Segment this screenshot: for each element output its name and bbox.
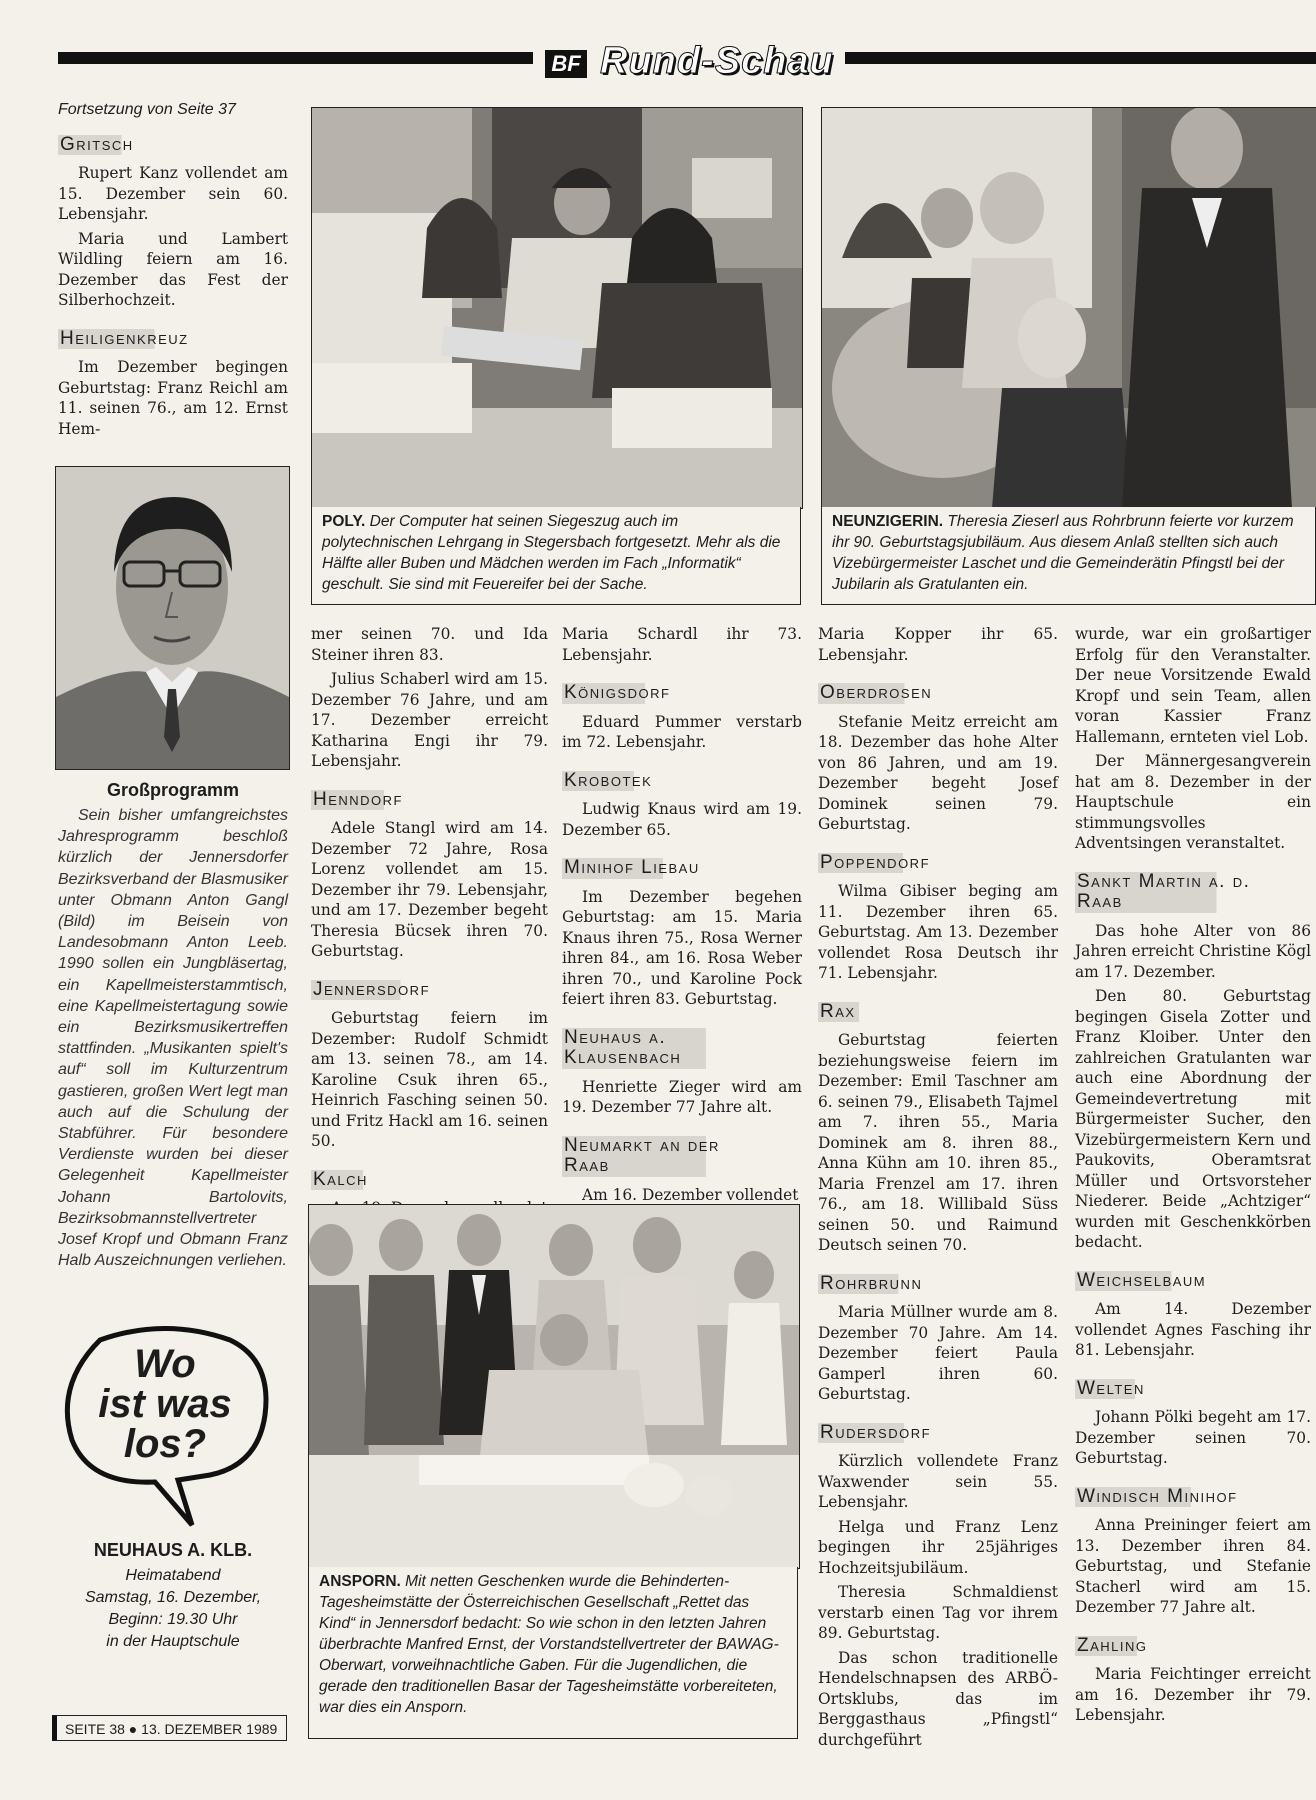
heading-windisch: Windisch Minihof bbox=[1075, 1487, 1268, 1508]
heading-krobotek: Krobotek bbox=[562, 771, 682, 792]
heading-rax: Rax bbox=[818, 1002, 886, 1023]
text-oberdrosen: Stefanie Meitz erreicht am 18. Dezember das hohe Alter von 86 Jahren, und am 19. Dezember begeht Josef Dominek seinen 79. Geburtstag. bbox=[818, 712, 1058, 833]
caption-neunzigerin bbox=[821, 507, 1316, 605]
text-henndorf: Adele Stangl wird am 14. Dezember 72 Jahre, Rosa Lorenz vollendet am 15. Dezember ihr 79. Lebensjahr, und am 17. Dezember begeht Theresia Bücsek ihren 70. Geburtstag. bbox=[311, 819, 548, 960]
column-1 bbox=[58, 100, 288, 443]
column-5 bbox=[1075, 624, 1311, 1730]
page-footer: SEITE 38 ● 13. DEZEMBER 1989 bbox=[52, 1715, 287, 1741]
text-rudersdorf-3: Theresia Schmaldienst verstarb einen Tag vor ihrem 89. Geburtstag. bbox=[818, 1583, 1058, 1642]
photo-ansporn bbox=[308, 1204, 800, 1569]
caption-ansporn-text: Mit netten Geschenken wurde die Behinderten-Tagesheimstätte der Österreichischen Gesellschaft „Rettet das Kind“ in Jennersdorf bedacht: So wie schon in den letzten Jahren überbrachte Manfred Ernst, der Vorstandstellvertreter der BAWAG-Oberwart, vorweihnachtliche Gaben. Für die Jugendlichen, die gerade den traditionellen Basar der Tagesheimstätte vorbereiteten, war dies ein Ansporn. bbox=[319, 1573, 779, 1716]
event-line-1: Heimatabend bbox=[125, 1567, 221, 1584]
heading-heiligenkreuz: Heiligenkreuz bbox=[58, 329, 219, 350]
bubble-line-2: ist was bbox=[98, 1382, 232, 1426]
heading-neumarkt: Neumarkt an der Raab bbox=[562, 1136, 802, 1177]
text-col4-cont: Maria Kopper ihr 65. Lebensjahr. bbox=[818, 625, 1058, 664]
column-3 bbox=[562, 624, 802, 1209]
caption-neunzigerin-lead: NEUNZIGERIN. bbox=[832, 513, 944, 530]
event-info bbox=[58, 1540, 288, 1653]
text-rudersdorf-2: Helga und Franz Lenz begingen ihr 25jähriges Hochzeitsjubiläum. bbox=[818, 1517, 1058, 1577]
heading-zahling: Zahling bbox=[1075, 1636, 1178, 1657]
text-windisch: Anna Preininger feiert am 13. Dezember ihren 84. Geburtstag, und Stefanie Stacherl wird am 15. Dezember 77 Jahre alt. bbox=[1075, 1516, 1311, 1616]
heading-koenigsdorf: Königsdorf bbox=[562, 683, 700, 704]
header-rule-right bbox=[845, 52, 1316, 64]
text-col2-2: Julius Schaberl wird am 15. Dezember 76 Jahre, und am 17. Dezember erreicht Katharina Engi ihr 79. Lebensjahr. bbox=[311, 670, 548, 770]
heading-welten: Welten bbox=[1075, 1379, 1175, 1400]
text-rudersdorf-1: Kürzlich vollendete Franz Waxwender sein 55. Lebensjahr. bbox=[818, 1452, 1058, 1511]
text-heiligenkreuz: Im Dezember begingen Geburtstag: Franz Reichl am 11. seinen 76., am 12. Ernst Hem- bbox=[58, 358, 288, 438]
heading-rudersdorf: Rudersdorf bbox=[818, 1423, 961, 1444]
heading-jennersdorf: Jennersdorf bbox=[311, 980, 460, 1001]
event-bubble bbox=[60, 1325, 270, 1530]
caption-poly-text: Der Computer hat seinen Siegeszug auch im polytechnischen Lehrgang in Stegersbach fortgesetzt. Mehr als die Hälfte aller Buben und Mädchen werden im Fach „Informatik“ geschult. Sie sind mit Feuereifer bei der Sache. bbox=[322, 513, 781, 593]
heading-neuhaus: Neuhaus a. Klausenbach bbox=[562, 1028, 802, 1069]
event-line-4: in der Hauptschule bbox=[106, 1633, 240, 1650]
caption-poly-lead: POLY. bbox=[322, 513, 366, 530]
text-jennersdorf: Geburtstag feiern im Dezember: Rudolf Schmidt am 13. seinen 78., am 14. Karoline Csuk ihren 65., Heinrich Fasching seinen 50. und Fritz Hackl am 16. seinen 50. bbox=[311, 1009, 548, 1150]
section-title: Rund-Schau bbox=[600, 40, 834, 82]
heading-gritsch: Gritsch bbox=[58, 135, 164, 156]
text-stmartin-1: Das hohe Alter von 86 Jahren erreicht Christine Kögl am 17. Dezember. bbox=[1075, 921, 1311, 981]
text-krobotek: Ludwig Knaus wird am 19. Dezember 65. bbox=[562, 800, 802, 839]
text-neuhaus: Henriette Zieger wird am 19. Dezember 77 Jahre alt. bbox=[562, 1077, 802, 1116]
bubble-line-1: Wo bbox=[134, 1342, 196, 1386]
heading-weichselbaum: Weichselbaum bbox=[1075, 1271, 1236, 1292]
heading-minihof: Minihof Liebau bbox=[562, 858, 730, 879]
text-poppendorf: Wilma Gibiser beging am 11. Dezember ihren 65. Geburtstag. Am 13. Dezember vollendet Rosa Deutsch ihr 71. Lebensjahr. bbox=[818, 882, 1058, 982]
text-col3-cont: Maria Schardl ihr 73. Lebensjahr. bbox=[562, 625, 802, 664]
text-gritsch-1: Rupert Kanz vollendet am 15. Dezember sein 60. Lebensjahr. bbox=[58, 164, 288, 223]
grossprogramm-article bbox=[58, 780, 288, 1271]
caption-neunzigerin-text: Theresia Zieserl aus Rohrbrunn feierte vor kurzem ihr 90. Geburtstagsjubiläum. Aus diesem Anlaß stellten sich auch Vizebürgermeister Laschet und die Gemeinderätin Pfingstl bei der Jubilarin als Gratulanten ein. bbox=[832, 513, 1294, 593]
continuation-note: Fortsetzung von Seite 37 bbox=[58, 101, 236, 118]
photo-neunzigerin bbox=[821, 107, 1316, 509]
caption-ansporn bbox=[308, 1567, 798, 1739]
text-koenigsdorf: Eduard Pummer verstarb im 72. Lebensjahr. bbox=[562, 712, 802, 751]
caption-poly bbox=[311, 507, 801, 605]
event-line-3: Beginn: 19.30 Uhr bbox=[108, 1611, 238, 1628]
heading-rohrbrunn: Rohrbrunn bbox=[818, 1274, 952, 1295]
text-gritsch-2: Maria und Lambert Wildling feiern am 16. Dezember das Fest der Silberhochzeit. bbox=[58, 229, 288, 309]
text-rohrbrunn: Maria Müllner wurde am 8. Dezember 70 Jahre. Am 14. Dezember feiert Paula Gamperl ihren 60. Geburtstag. bbox=[818, 1303, 1058, 1403]
header-rule-left bbox=[58, 52, 533, 64]
text-neumarkt: Am 16. Dezember vollendet bbox=[582, 1185, 799, 1204]
portrait-photo bbox=[55, 466, 290, 770]
text-welten: Johann Pölki begeht am 17. Dezember seinen 70. Geburtstag. bbox=[1075, 1408, 1311, 1467]
bubble-line-3: los? bbox=[123, 1422, 207, 1466]
text-col2-cont: mer seinen 70. und Ida Steiner ihren 83. bbox=[311, 625, 548, 664]
text-rax: Geburtstag feierten beziehungsweise feiern im Dezember: Emil Taschner am 6. seinen 79., Elisabeth Tajmel am 7. ihren 55., Maria Dominek am 8. ihren 88., Anna Kühn am 10. ihren 85., Maria Frenzel am 17. ihren 76., am 18. Willibald Süss seinen 50. und Raimund Deutsch seinen 70. bbox=[818, 1031, 1058, 1254]
event-title: NEUHAUS A. KLB. bbox=[93, 1540, 253, 1560]
heading-oberdrosen: Oberdrosen bbox=[818, 683, 962, 704]
text-col5-cont: wurde, war ein großartiger Erfolg für den Veranstalter. Der neue Vorsitzende Ewald Kropf und sein Team, allen voran Kassier Franz Hallemann, ernteten viel Lob. bbox=[1075, 625, 1311, 746]
heading-stmartin: Sankt Martin a. d. Raab bbox=[1075, 872, 1311, 913]
bf-logo: BF bbox=[545, 50, 587, 78]
heading-henndorf: Henndorf bbox=[311, 790, 433, 811]
text-minihof: Im Dezember begehen Geburtstag: am 15. Maria Knaus ihren 75., Rosa Werner ihren 84., am 16. Rosa Weber ihren 70., und Karoline Pock feiert ihren 83. Geburtstag. bbox=[562, 887, 802, 1008]
caption-ansporn-lead: ANSPORN. bbox=[319, 1573, 401, 1590]
heading-grossprogramm: Großprogramm bbox=[106, 780, 239, 800]
heading-poppendorf: Poppendorf bbox=[818, 853, 960, 874]
column-2 bbox=[311, 624, 548, 1223]
heading-kalch: Kalch bbox=[311, 1170, 398, 1191]
text-col5-2: Der Männergesangverein hat am 8. Dezember in der Hauptschule ein stimmungsvolles Adventsingen veranstaltet. bbox=[1075, 752, 1311, 852]
event-line-2: Samstag, 16. Dezember, bbox=[84, 1589, 262, 1606]
text-rudersdorf-4: Das schon traditionelle Hendelschnapsen des ARBÖ-Ortsklubs, das im Berggasthaus „Pfingstl“ durchgeführt bbox=[818, 1648, 1058, 1749]
photo-poly bbox=[311, 107, 803, 509]
text-zahling: Maria Feichtinger erreicht am 16. Dezember ihr 79. Lebensjahr. bbox=[1075, 1665, 1311, 1724]
text-weichselbaum: Am 14. Dezember vollendet Agnes Fasching ihr 81. Lebensjahr. bbox=[1075, 1300, 1311, 1359]
text-stmartin-2: Den 80. Geburtstag begingen Gisela Zotter und Franz Kloiber. Unter den zahlreichen Gratulanten war auch eine Abordnung der Gemeindevertretung mit Bürgermeister Sucher, den Vizebürgermeistern Kern und Paukovits, Oberamtsrat Müller und Ortsvorsteher Niederer. Beide „Achtziger“ wurden mit Geschenkkörben bedacht. bbox=[1075, 987, 1311, 1251]
column-4 bbox=[818, 624, 1058, 1754]
text-grossprogramm: Sein bisher umfangreichstes Jahresprogramm beschloß kürzlich der Jennersdorfer Bezirksverband der Blasmusiker unter Obmann Anton Gangl (Bild) im Beisein von Landesobmann Anton Leeb. 1990 sollen ein Jungbläsertag, ein Kapellmeisterstammtisch, eine Kapellmeistertagung sowie ein Bezirksmusikertreffen stattfinden. „Musikanten spielt's auf“ soll im Kulturzentrum gastieren, großen Wert legt man auch auf die Schulung der Stabführer. Für besondere Verdienste wurden bei dieser Gelegenheit Kapellmeister Johann Bartolovits, Bezirksobmannstellvertreter Josef Kropf und Obmann Franz Halb Auszeichnungen verliehen. bbox=[58, 807, 288, 1270]
